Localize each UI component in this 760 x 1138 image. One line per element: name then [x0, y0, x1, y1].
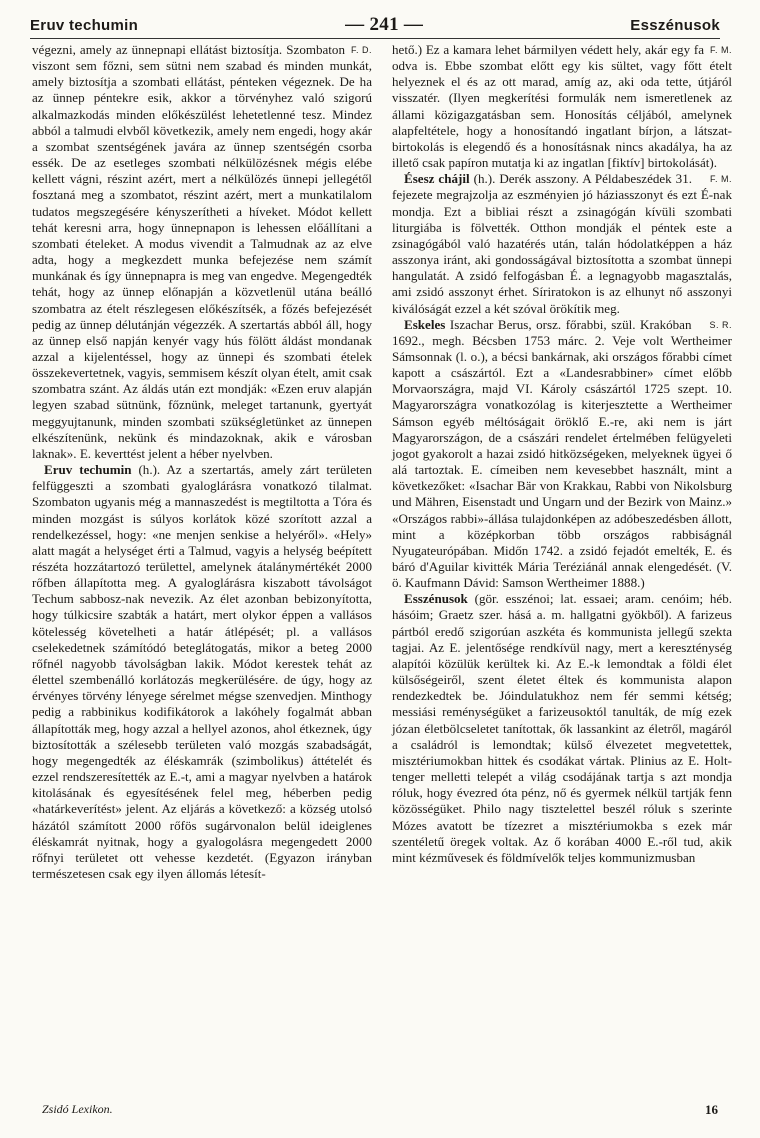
entry-headword: Ésesz chájil [404, 171, 470, 187]
paragraph [392, 42, 732, 171]
paragraph-text: végezni, amely az ünnepnapi ellátást biztosítja. Szombaton viszont sem főzni, sem sütni nem szabad és minden munkát, amely biztosítja a szombati ellátást, pénteken végeznek. De ha az ünnep péntekre esik, akkor a törvényhez való szigorú alkalmazkodás minden előkészülést lehetetlenné tesz. Mindez abból a talmudi elvből következik, amely nem engedi, hogy akár a szombat szentségének javára az ünnep szentségén csorba essék. De az esetleges szombati nélkülözésnek mégis elébe kellett vágni, részint azért, mert a nélkülözés ünnepi jellegétől fosztaná meg a szombatot, részint azért, mert a munkatilalom tudatos megszegésére kényszerítheti a híveket. Módot kellett tehát keresni arra, hogy ünnepnapon is lehessen előállítani a szombati ételeket. A modus vivendit a Talmudnak az az elve adta, hogy a megkezdett munka befejezése nem számít munkának és így ünnepnapra is meg van engedve. Megengedték tehát, hogy az ünnep előnapján a közvetlenül utána beálló szombatra az ételt részlegesen előkészítsék, a főzés befejezését pedig az ünnep délutánján végezzék. A szertartás abból áll, hogy az ünnep első napján kenyér vagy hús fölött áldást mondanak azzal a kijelentéssel, hogy az ünnepi és szombati ételek összekevertetnek, vagyis, semmisem készít olyan ételt, amit csak szombatra szánt. Az áldás után ezt mondják: «Ezen eruv alapján legyen szabad sütnünk, főznünk, meleget tartanunk, gyertyát meggyujtanunk, minden szombati szükségletünket az ünnepen elkészítenünk, nekünk és mindazoknak, akik e városban laknak». E. keverttést jelent a héber nyelvben. [32, 42, 372, 461]
publication-title: Zsidó Lexikon. [42, 1102, 113, 1116]
entry-text: (gör. esszénoi; lat. essaei; aram. cenóim; héb. hásóim; Graetz szer. hásá a. m. hallgatni gyökből). A farizeus pártból eredő szigorúan aszkéta és kommunista jellegű szekta tagjai. Az E. jelentősége rendkívül nagy, mert a kereszténység alapítói közülük kerültek ki. Az E.-k lemondtak a földi élet külsőségeiről, szent életet éltek és kommunista alapon rendezkedtek be. Jóindulatukhoz nem fér semmi kétség; messiási reménységüket a farizeusoktól tanulták, de míg ezek józan életbölcseletet tanítottak, ők lassankint az életről, magáról a családról is lemondtak; külső élvezetet megvetettek, misztériumokban hittek és csodákat vártak. Plinius az E. Holt-tenger melletti telepét a világ csodájának tartja s azt mondja róluk, hogy évezred óta pénz, nő és gyermek nélkül tartják fenn közösségüket. Philo nagy tisztelettel beszél róluk s szerinte Mózes avatott be tízezret a misztériumokba s ezek már szentéletű öregek voltak. Az ő korában 4000 E.-ről tud, akik mint kézművesek és földmívelők teljes kommunizmusban [392, 591, 732, 865]
lexicon-entry [32, 462, 372, 882]
author-signature: F. M. [710, 45, 732, 55]
left-column [32, 42, 372, 882]
author-signature: F. D. [350, 45, 372, 55]
paragraph [32, 42, 372, 462]
entry-headword: Eruv techumin [44, 462, 132, 478]
lexicon-entry [392, 317, 732, 592]
page-footer [30, 1102, 720, 1118]
header-right-term: Esszénusok [630, 16, 720, 34]
right-column [392, 42, 732, 866]
entry-text: (h.). Az a szertartás, amely zárt területen felfüggeszti a szombati gyaloglárásra vonatkozó tilalmat. Szombaton ugyanis még a mannaszedést is megtiltotta a Tóra és minden mozgást is súlyos korlátok közé szorított azzal a rendelkezéssel, hogy: «ne menjen senkise a helyéről». «Hely» alatt magát a helységet érti a Talmud, vagyis a helység beépített részéta hozzátartozó területtel, amelynek átalánymértékét 2000 rőfben állapította meg. A gyaloglárásra kiszabott távolságot Techum sabbosz-nak nevezik. Az élet azonban bebizonyította, hogy túlkicsire szabták a határt, mert olykor éppen a vallásos kötelesség követelheti a határ átlépését; pl. a vallásos cselekedetnek számítódó beteglátogatás, mikor a beteg 2000 rőfnél nagyobb távolságban lakik. Módot kerestek tehát az élettel szembenálló korlátozás megkerülésére. de úgy, hogy az érvényes törvény lényege sérelmet mégse szenvedjen. Minthogy pedig a rabbinikus kodifikátorok a lakóhely fogalmát abban állapították meg, hogy azzal a hellyel azonos, ahol étkeznek, úgy biztosították a szélesebb területen való mozgás szabadságát, hogy megengedték az éléskamrák (szimbolikus) áttételét és ezzel rendszeresítették az E.-t, ami a magyar nyelvben a határok kitolásának és egyesítésének felel meg, héberben pedig «határkeverítést» jelent. Az eljárás a következő: a község utolsó házától számított 2000 rőfös sugárvonalon belül ideiglenes éléskamrát nyitnak, hogy a gyalogolásra megengedett 2000 rőfnyi területet ott vehesse kezdetét. (Egyazon irányban természetesen csak egy ilyen állomás létesít- [32, 462, 372, 881]
page-number: — 241 — [345, 14, 424, 35]
sheet-number: 16 [705, 1102, 718, 1117]
lexicon-entry [392, 171, 732, 316]
lexicon-entry [392, 591, 732, 866]
header-rule [30, 38, 720, 39]
entry-headword: Esszénusok [404, 591, 468, 607]
entry-text: Iszachar Berus, orsz. főrabbi, szül. Krakóban 1692., megh. Bécsben 1753 márc. 2. Veje volt Wertheimer Sámsonnak (l. o.), a bécsi bankárnak, aki országos főrabbi címet kapott a császártól. Ezt a «Landesrabbiner» címet előbb Morvaországra, majd VI. Károly császártól 1725 szept. 10. Magyarországra vonatkozólag is kiterjesztette a Wertheimer Sámson egyéb méltóságait öröklő E.-re, aki nem is járt Magyarországon, de a császári rendelet értelmében felügyeleti jogot gyakorolt a hazai zsidó hitközségeken, melyeknek ügyei ő alá tartoztak. E. címeiben nem kevesebbet használt, mint a következőket: «Isachar Bär von Krakkau, Rabbi von Nikolsburg und Mähren, Eisenstadt und Ungarn und der Bezirk von Mainz.» «Országos rabbi»-állása tulajdonképen az adóbeszedésben állott, mint a középkorban több országos rabbiságnál Nyugateurópában. Midőn 1742. a zsidó fejadót emelték, E. és báró d'Aguilar kivitték Mária Teréziánál annak elengedését. (V. ö. Kaufmann Dávid: Samson Wertheimer 1888.) [392, 316, 732, 591]
entry-headword: Eskeles [404, 316, 446, 332]
author-signature: F. M. [710, 174, 732, 185]
header-left-term: Eruv techumin [30, 16, 139, 34]
paragraph-text: hető.) Ez a kamara lehet bármilyen védett hely, akár egy fa odva is. Ebbe szombat előtt egy kis sültet, vagy főtt ételt helyeznek el és az ott marad, amíg az, aki oda tette, útjáról visszatér. (Ilyen megkerítési formulák nem ismeretlenek az állami közigazgatásban sem. Honosítás céljából, amelynek alapfeltétele, hogy a honosítandó ingatlant bírjon, a látszat-birtokolás is elegendő és a honosításnak nincs akadálya, ha az illető csak papíron mutatja ki az ingatlan [fiktív] birtokolását). [392, 42, 732, 171]
running-header [30, 14, 720, 36]
author-signature: S. R. [709, 319, 732, 330]
entry-text: (h.). Derék asszony. A Példabeszédek 31. fejezete megrajzolja az eszményien jó háziasszonyt és ezt É-nak mondja. Ezt a bibliai részt a zsinagógán kívüli szombati liturgiába is fölvették. Otthon mondják el péntek este a zsinagógából való hazatérés után, talán hódolatképpen a ház asszonya iránt, aki gondosságával biztosította a szombat ünnepi hangulatát. A zsidó felfogásban É. a legnagyobb magasztalás, ami zsidó asszonyt érhet. Síriratokon is az elhunyt nő asszonyi kiválóságát ezzel a két szóval örökítik meg. [392, 171, 732, 316]
